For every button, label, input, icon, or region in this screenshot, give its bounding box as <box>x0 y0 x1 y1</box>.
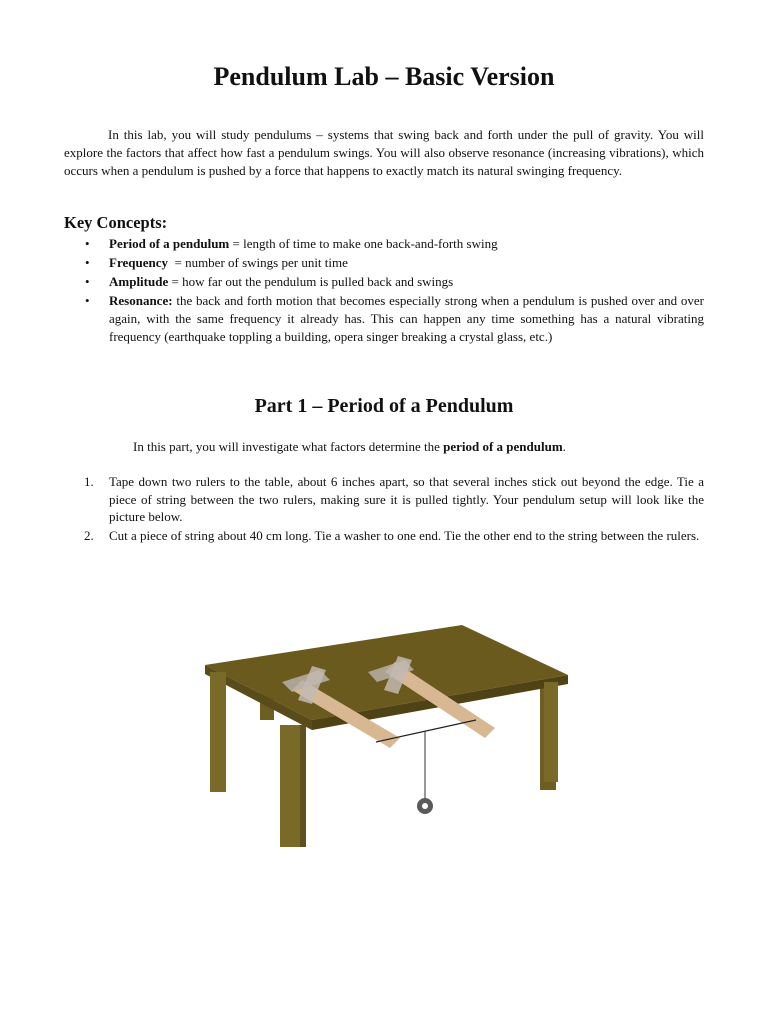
step-text: Cut a piece of string about 40 cm long. Tie a washer to one end. Tie the other end to the string between the rulers. <box>109 527 700 543</box>
bullet-icon: • <box>85 236 90 251</box>
list-item <box>64 254 704 272</box>
step-number: 1. <box>84 474 94 489</box>
bullet-icon: • <box>85 274 90 289</box>
section-intro-text: In this part, you will investigate what factors determine the <box>133 439 444 454</box>
concept-term: Resonance: <box>109 293 173 308</box>
concept-definition: = number of swings per unit time <box>167 255 348 270</box>
key-concepts-list <box>64 235 704 347</box>
table-leg-front-left <box>210 672 226 792</box>
bullet-icon: • <box>85 293 90 308</box>
section-intro-end: . <box>562 439 566 454</box>
table-leg-shade <box>300 725 306 847</box>
page-title: Pendulum Lab – Basic Version <box>213 62 555 91</box>
list-item <box>64 473 704 526</box>
concept-definition: = how far out the pendulum is pulled back and swings <box>168 274 454 289</box>
section-title: Part 1 – Period of a Pendulum <box>254 395 514 417</box>
table-leg-front-center <box>280 725 300 847</box>
bullet-icon: • <box>85 255 90 270</box>
step-text: Tape down two rulers to the table, about 6 inches apart, so that several inches stick out beyond the edge. Tie a piece of string between the two rulers, making sure it is pulled tightly. Your pendulum setup will look like the picture below. <box>109 474 704 524</box>
concept-term: Frequency <box>109 255 168 270</box>
list-item <box>64 235 704 253</box>
string-crossbar <box>376 720 476 742</box>
step-number: 2. <box>84 527 94 543</box>
procedure-steps <box>64 473 704 545</box>
concept-term: Amplitude <box>109 274 169 289</box>
list-item <box>64 527 704 545</box>
washer-hole <box>422 803 428 809</box>
section-intro <box>133 438 566 456</box>
concept-definition: the back and forth motion that becomes especially strong when a pendulum is pushed over and over again, with the same frequency it already has. This can happen any time something has a natural vibrating frequency (earthquake toppling a building, opera singer breaking a crystal glass, etc.) <box>109 293 704 344</box>
table-leg-front-right <box>544 682 558 782</box>
key-concepts-heading: Key Concepts: <box>64 213 168 232</box>
list-item <box>64 273 704 291</box>
list-item <box>64 292 704 346</box>
intro-paragraph: In this lab, you will study pendulums – systems that swing back and forth under the pull of gravity. You will explore the factors that affect how fast a pendulum swings. You will also observe resonance (increasing vibrations), which occurs when a pendulum is pushed by a force that happens to exactly match its natural swinging frequency. <box>64 127 704 178</box>
concept-term: Period of a pendulum <box>109 236 230 251</box>
section-intro-emphasis: period of a pendulum <box>443 439 563 454</box>
pendulum-table-illustration <box>200 620 575 860</box>
concept-definition: = length of time to make one back-and-forth swing <box>229 236 498 251</box>
